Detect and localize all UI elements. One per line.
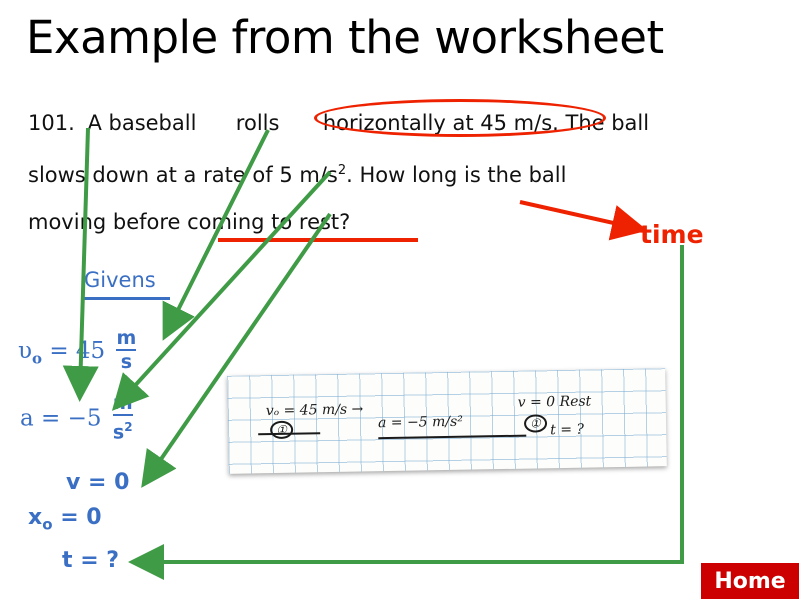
time-annotation-label: time [640, 220, 704, 249]
problem-line-3: moving before coming to rest? [28, 210, 351, 234]
red-underline-annotation [218, 238, 418, 242]
problem-number: 101. [28, 111, 75, 135]
home-button[interactable]: Home [700, 562, 800, 600]
given-initial-position: $x_o = 0$ [28, 505, 102, 534]
handwritten-rest-note: v = 0 Rest [517, 393, 592, 411]
problem-part-3: horizontally at 45 m/s. The ball [322, 111, 650, 135]
problem-part-2: rolls [235, 111, 280, 135]
page-title: Example from the worksheet [26, 11, 664, 64]
given-time-unknown: t = ? [62, 548, 120, 573]
given-final-velocity: v = 0 [66, 470, 130, 495]
red-ellipse-annotation [314, 99, 606, 137]
problem-line2-a: slows down at a rate of [28, 163, 273, 187]
problem-line2-c: . How long is the ball [346, 163, 567, 187]
problem-line2-sup: 2 [337, 163, 347, 178]
handwritten-circle-1: ① [270, 421, 293, 439]
handwritten-circle-2: ① [524, 414, 547, 432]
handwritten-acceleration: a = −5 m/s² [377, 413, 464, 432]
problem-part-1: A baseball [87, 111, 197, 135]
given-initial-velocity: $\upsilon_o = 45$ $\frac{m}{s}$ [18, 327, 137, 373]
handwritten-underline-2 [378, 435, 526, 440]
scanned-worksheet-image [227, 368, 667, 474]
handwritten-initial-velocity: vₒ = 45 m/s → [265, 401, 364, 420]
givens-heading: Givens [84, 268, 156, 292]
problem-line-2 [28, 147, 768, 199]
givens-heading-underline [82, 297, 170, 300]
handwriting-layer [227, 368, 667, 474]
problem-line2-b: 5 m/s [279, 163, 338, 187]
given-acceleration: a = −5 $\frac{m}{s^2}$ [20, 392, 133, 444]
handwritten-time-unknown: t = ? [550, 421, 585, 439]
